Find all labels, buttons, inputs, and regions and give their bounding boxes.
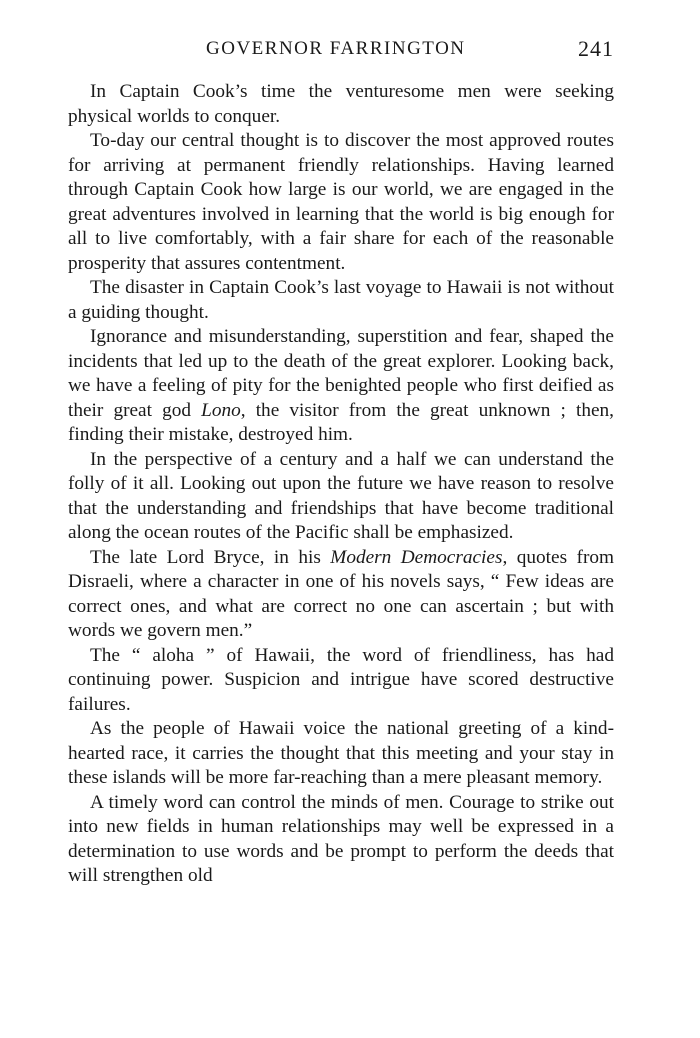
text-run: Ignorance and misunderstanding, superstition and fear, shaped the incidents that led up to the death of the great explorer. Looking back, we have a feeling of pity for the benighted people who first deified as their great god xyxy=(68,326,614,421)
paragraph xyxy=(68,80,614,129)
text-run: , the visitor from the great unknown ; then, finding their mistake, destroyed him. xyxy=(68,399,614,445)
text-run: The “ aloha ” of Hawaii, the word of friendliness, has had continuing power. Suspicion and intrigue have scored destructive failures. xyxy=(68,644,614,715)
text-run: The disaster in Captain Cook’s last voyage to Hawaii is not without a guiding thought. xyxy=(68,277,614,323)
paragraph xyxy=(68,129,614,276)
text-run: A timely word can control the minds of men. Courage to strike out into new fields in human relationships may well be expressed in a determination to use words and be prompt to perform the deeds that will strengthen old xyxy=(68,791,614,886)
italic-text: Lono xyxy=(201,399,241,421)
running-title: GOVERNOR FARRINGTON xyxy=(206,38,466,59)
page-number: 241 xyxy=(578,36,614,61)
text-run: , quotes from Disraeli, where a character in one of his novels says, “ Few ideas are correct ones, and what are correct no one can ascertain ; but with words we govern men.” xyxy=(68,546,614,641)
paragraph xyxy=(68,546,614,644)
italic-text: Modern Democracies xyxy=(330,546,503,568)
text-run: As the people of Hawaii voice the national greeting of a kind-hearted race, it carries the thought that this meeting and your stay in these islands will be more far-reaching than a mere pleasant memory. xyxy=(68,718,614,788)
text-run: In the perspective of a century and a half we can understand the folly of it all. Looking out upon the future we have reason to resolve that the understanding and friendships that have become traditional along the ocean routes of the Pacific shall be emphasized. xyxy=(68,448,614,543)
paragraph xyxy=(68,717,614,791)
book-page xyxy=(68,36,614,889)
paragraph xyxy=(68,276,614,325)
body-text xyxy=(68,80,614,889)
running-head xyxy=(68,36,614,64)
paragraph xyxy=(68,644,614,718)
text-run: The late Lord Bryce, in his xyxy=(90,546,331,568)
paragraph xyxy=(68,448,614,546)
text-run: To-day our central thought is to discover the most approved routes for arriving at permanent friendly relationships. Having learned through Captain Cook how large is our world, we are engaged in the great adventures involved in learning that the world is big enough for all to live comfortably, with a fair share for each of the reasonable prosperity that assures contentment. xyxy=(68,130,614,274)
text-run: In Captain Cook’s time the venturesome men were seeking physical worlds to conquer. xyxy=(68,81,614,127)
paragraph xyxy=(68,791,614,889)
paragraph xyxy=(68,325,614,448)
